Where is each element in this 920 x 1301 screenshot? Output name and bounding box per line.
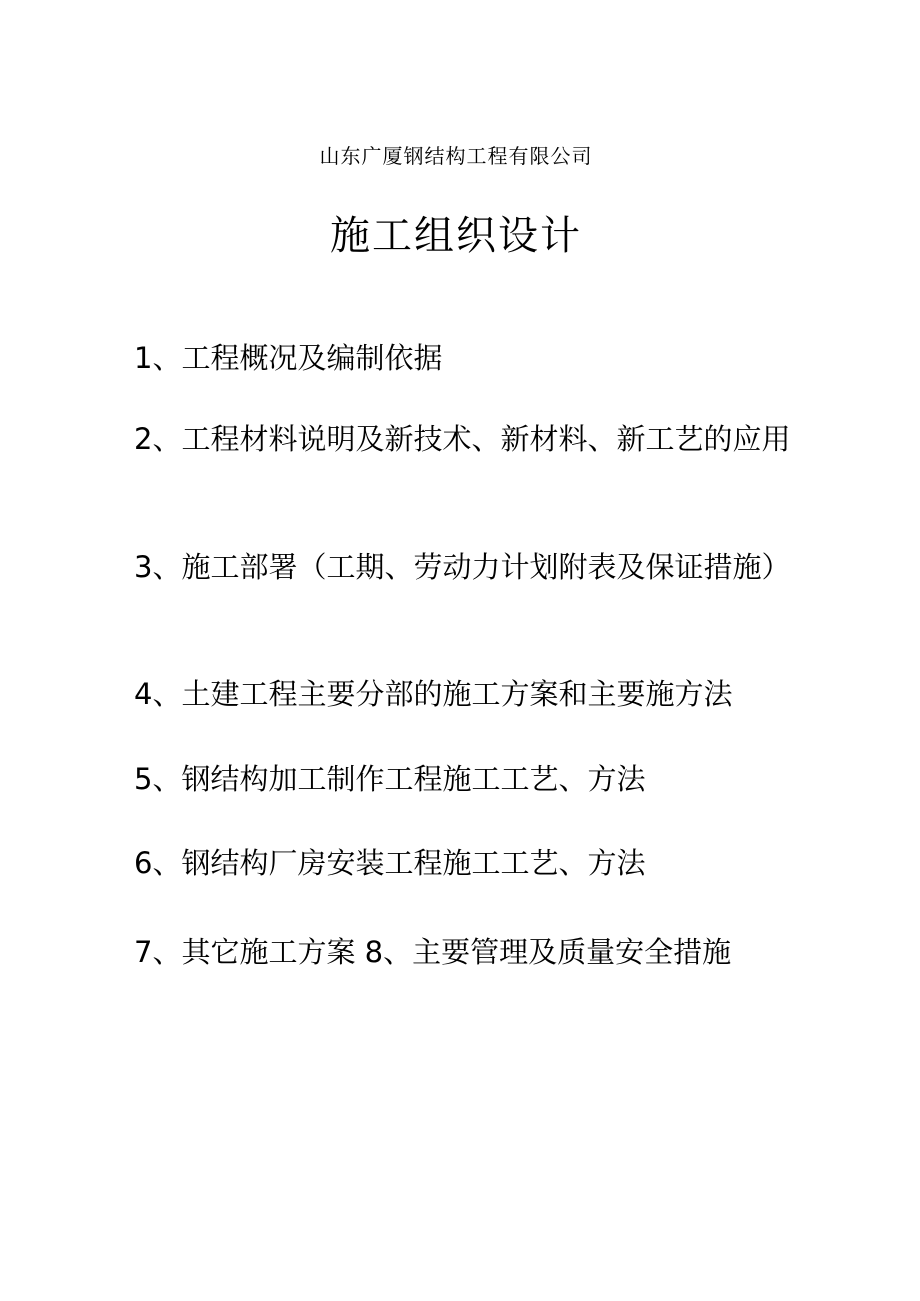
toc-item-number: 2、: [134, 422, 182, 456]
toc-item-number: 5、: [134, 762, 182, 796]
toc-item-text: 土建工程主要分部的施工方案和主要施方法: [181, 677, 733, 711]
toc-item-number: 3、: [134, 550, 182, 584]
toc-item-4: [134, 671, 794, 717]
page-title: 施工组织设计: [330, 213, 582, 259]
toc-item-text: 施工部署（工期、劳动力计划附表及保证措施）: [181, 550, 791, 584]
toc-item-text: 钢结构厂房安装工程施工工艺、方法: [181, 846, 646, 880]
toc-item-3: [134, 544, 794, 590]
toc-item-text: 其它施工方案 8、主要管理及质量安全措施: [181, 935, 732, 969]
toc-item-number: 7、: [134, 935, 182, 969]
toc-item-2: [134, 416, 794, 462]
toc-item-text: 工程材料说明及新技术、新材料、新工艺的应用: [181, 422, 791, 456]
toc-item-text: 工程概况及编制依据: [181, 341, 443, 375]
toc-item-number: 6、: [134, 846, 182, 880]
toc-item-number: 4、: [134, 677, 182, 711]
toc-item-6: [134, 840, 794, 886]
toc-item-number: 1、: [134, 341, 182, 375]
toc-item-7: [134, 929, 794, 975]
toc-item-text: 钢结构加工制作工程施工工艺、方法: [181, 762, 646, 796]
toc-item-1: [134, 335, 794, 381]
company-name: 山东广厦钢结构工程有限公司: [319, 144, 593, 168]
toc-item-5: [134, 756, 794, 802]
